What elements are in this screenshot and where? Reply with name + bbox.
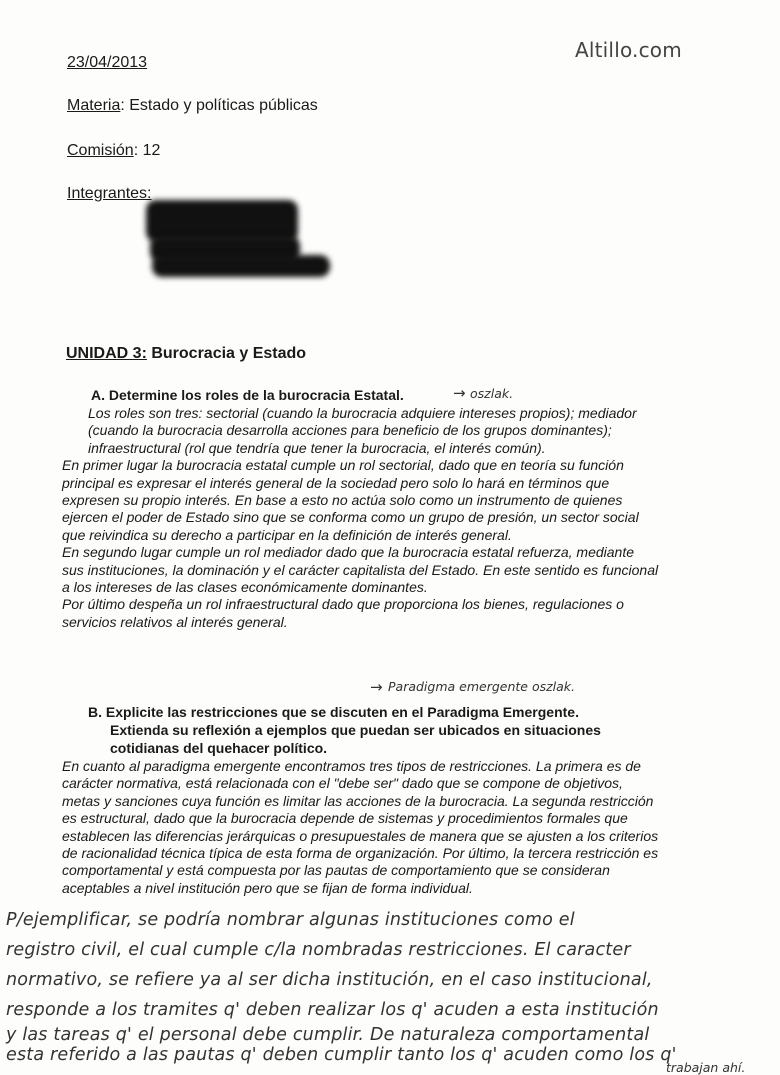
text-line: establecen las diferencias jerárquicas o presupuestales de manera que se ajusten a los criterios — [62, 827, 659, 844]
section-a-heading: A. Determine los roles de la burocracia Estatal. — [91, 387, 404, 403]
text-line: Por último despeña un rol infraestructural dado que proporciona los bienes, regulaciones o — [62, 596, 624, 613]
handwritten-line: normativo, se refiere ya al ser dicha institución, en el caso institucional, — [6, 970, 653, 990]
text-line: comportamental y está compuesta por las pautas de comportamiento que se consideran — [62, 862, 610, 879]
text-line: Los roles son tres: sectorial (cuando la burocracia adquiere intereses propios); mediador — [88, 405, 637, 421]
handwritten-line: P/ejemplificar, se podría nombrar algunas instituciones como el — [6, 910, 575, 930]
watermark: Altillo.com — [575, 38, 682, 62]
text-line: a los intereses de las clases económicamente dominantes. — [62, 579, 428, 596]
arrow-icon: → — [453, 384, 466, 402]
text-line: ejercen el poder de Estado sino que se conforma como un grupo de presión, un sector social — [62, 509, 639, 526]
comision-label: Comisión — [67, 142, 134, 159]
section-a-body — [62, 405, 658, 631]
section-a-annotation: oszlak. — [470, 386, 514, 401]
text-line: principal es expresar el interés general de la sociedad pero solo lo hará en términos que — [62, 474, 610, 491]
text-line: En primer lugar la burocracia estatal cumple un rol sectorial, dado que en teoría su función — [62, 457, 624, 474]
unit-name: Burocracia y Estado — [146, 345, 307, 362]
integrantes-label: Integrantes: — [67, 185, 152, 202]
text-line: servicios relativos al interés general. — [62, 613, 288, 630]
text-line: expresen su propio interés. En base a esto no actúa solo como un instrumento de quienes — [62, 492, 623, 509]
heading-line: B. Explicite las restricciones que se discuten en el Paradigma Emergente. — [88, 704, 579, 720]
text-line: que reivindica su derecho a participar en la definición de interés general. — [62, 526, 512, 543]
heading-line: Extienda su reflexión a ejemplos que puedan ser ubicados en situaciones — [110, 722, 601, 738]
text-line: infraestructural (rol que tendría que tener la burocracia, el interés común). — [88, 439, 546, 456]
handwritten-line: esta referido a las pautas q' deben cumplir tanto los q' acuden como los q' — [6, 1045, 677, 1065]
handwritten-line: registro civil, el cual cumple c/la nombradas restricciones. El caracter — [6, 940, 631, 960]
unit-prefix: UNIDAD 3: — [66, 345, 147, 362]
arrow-icon: → — [370, 678, 383, 696]
comision-line — [67, 142, 160, 160]
text-line: En segundo lugar cumple un rol mediador dado que la burocracia estatal refuerza, mediante — [62, 544, 635, 561]
materia-line — [67, 97, 318, 115]
comision-value: : 12 — [133, 142, 161, 159]
materia-label: Materia — [67, 97, 121, 114]
section-b-body — [62, 758, 658, 897]
section-b-annotation: Paradigma emergente oszlak. — [388, 679, 576, 694]
text-line: es estructural, dado que la burocracia depende de sistemas y procedimientos formales que — [62, 810, 628, 827]
materia-value: : Estado y políticas públicas — [120, 97, 318, 114]
text-line: En cuanto al paradigma emergente encontramos tres tipos de restricciones. La primera es de — [62, 758, 641, 774]
text-line: de racionalidad técnica típica de esta forma de organización. Por último, la tercera restricción es — [62, 845, 659, 862]
text-line: sus instituciones, la dominación y el carácter capitalista del Estado. En este sentido es funcional — [62, 561, 659, 578]
heading-line: cotidianas del quehacer político. — [110, 740, 328, 756]
text-line: (cuando la burocracia desarrolla acciones para beneficio de los grupos dominantes); — [88, 422, 612, 439]
text-line: aceptables a nivel institución pero que se fijan de forma individual. — [62, 879, 473, 896]
unit-title — [66, 345, 306, 363]
text-line: metas y sanciones cuya función es limitar las acciones de la burocracia. La segunda restricción — [62, 792, 654, 809]
date: 23/04/2013 — [67, 54, 148, 71]
handwritten-tail: trabajan ahí. — [666, 1060, 746, 1075]
handwritten-line: responde a los tramites q' deben realizar los q' acuden a esta institución — [6, 1000, 659, 1020]
text-line: carácter normativa, está relacionada con el "debe ser" dado que se compone de objetivos, — [62, 775, 623, 792]
section-b-heading — [88, 703, 601, 757]
handwritten-line: y las tareas q' el personal debe cumplir. De naturaleza comportamental — [6, 1025, 650, 1045]
